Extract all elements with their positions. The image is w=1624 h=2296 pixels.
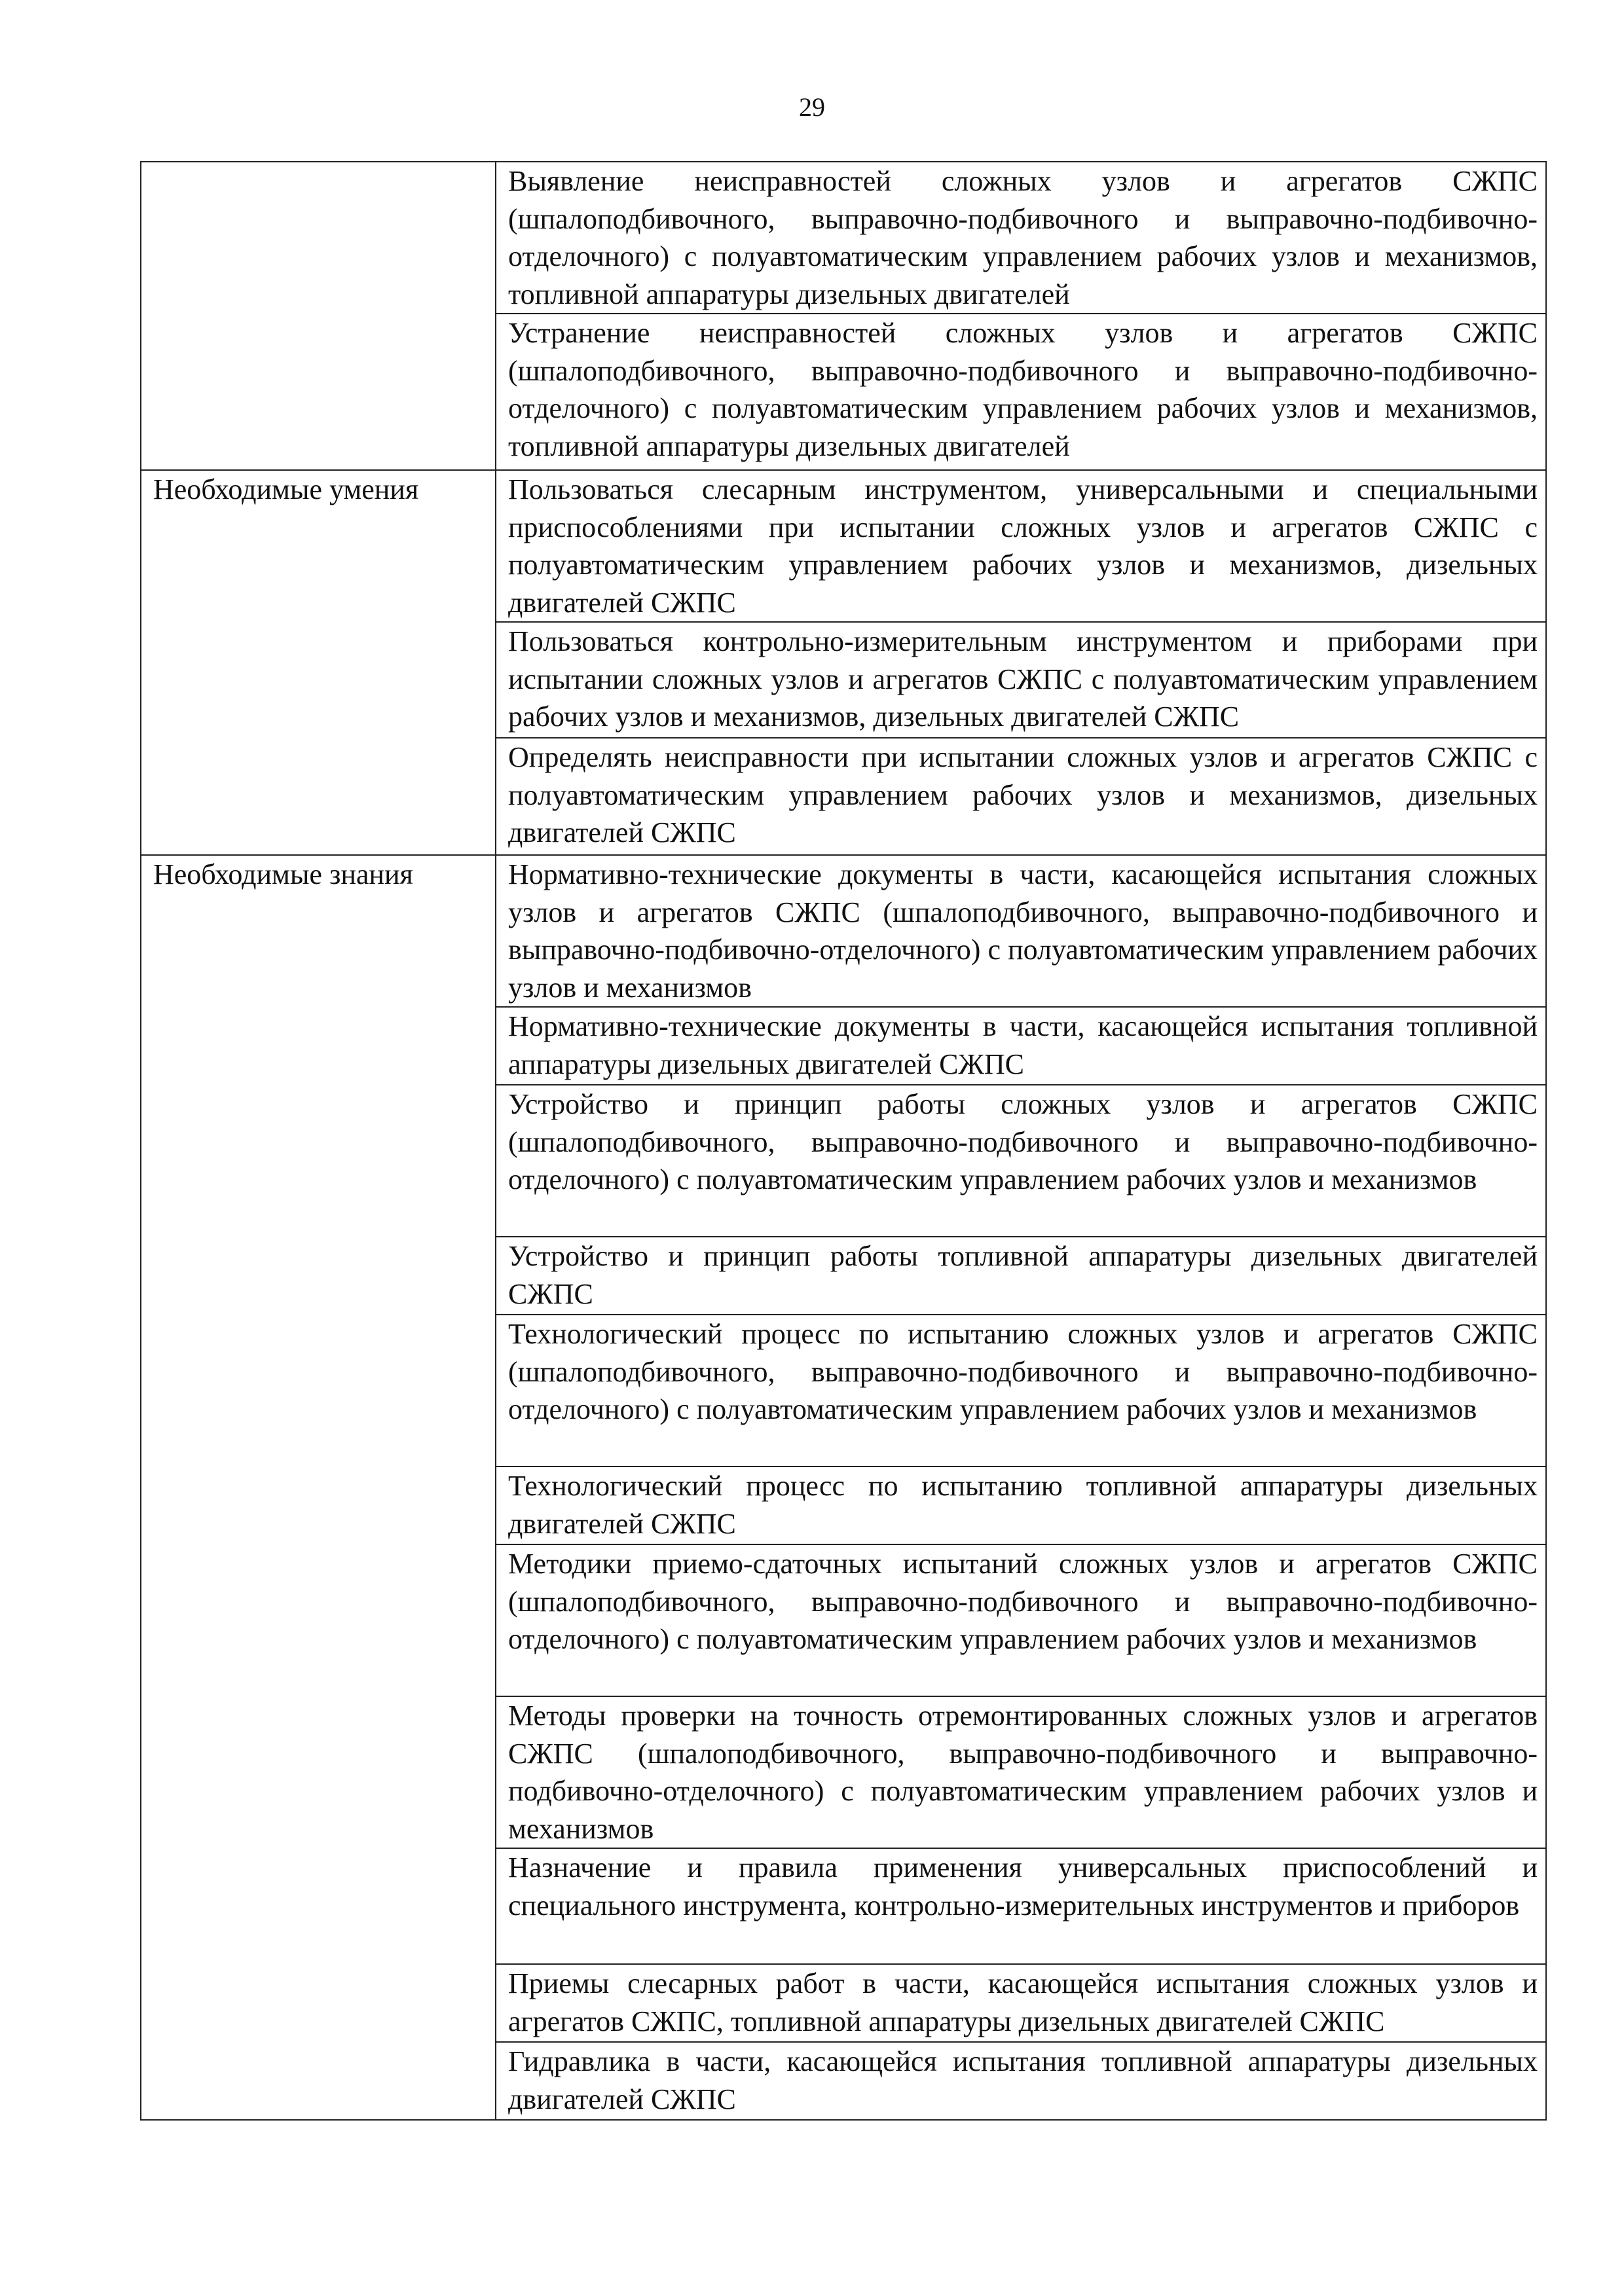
row-label-skills: Необходимые умения	[141, 470, 496, 855]
competency-table	[140, 161, 1547, 2121]
content-cell: Назначение и правила применения универсальных приспособлений и специального инструмента, контрольно-измерительных инструментов и приборов	[496, 1848, 1546, 1964]
content-cell: Устройство и принцип работы топливной аппаратуры дизельных двигателей СЖПС	[496, 1237, 1546, 1315]
content-cell: Пользоваться контрольно-измерительным инструментом и приборами при испытании сложных узлов и агрегатов СЖПС с полуавтоматическим управлением рабочих узлов и механизмов, дизельных двигателей СЖПС	[496, 622, 1546, 738]
content-cell: Нормативно-технические документы в части, касающейся испытания топливной аппаратуры дизельных двигателей СЖПС	[496, 1007, 1546, 1085]
content-cell: Приемы слесарных работ в части, касающейся испытания сложных узлов и агрегатов СЖПС, топливной аппаратуры дизельных двигателей СЖПС	[496, 1964, 1546, 2042]
table-row	[141, 470, 1546, 622]
content-cell: Технологический процесс по испытанию топливной аппаратуры дизельных двигателей СЖПС	[496, 1467, 1546, 1544]
content-cell: Технологический процесс по испытанию сложных узлов и агрегатов СЖПС (шпалоподбивочного, выправочно-подбивочного и выправочно-подбивочно-отделочного) с полуавтоматическим управлением рабочих узлов и механизмов	[496, 1315, 1546, 1467]
content-cell: Устройство и принцип работы сложных узлов и агрегатов СЖПС (шпалоподбивочного, выправочно-подбивочного и выправочно-подбивочно-отделочного) с полуавтоматическим управлением рабочих узлов и механизмов	[496, 1085, 1546, 1237]
content-cell: Методы проверки на точность отремонтированных сложных узлов и агрегатов СЖПС (шпалоподбивочного, выправочно-подбивочного и выправочно-подбивочно-отделочного) с полуавтоматическим управлением рабочих узлов и механизмов	[496, 1696, 1546, 1848]
content-cell: Определять неисправности при испытании сложных узлов и агрегатов СЖПС с полуавтоматическим управлением рабочих узлов и механизмов, дизельных двигателей СЖПС	[496, 738, 1546, 855]
content-cell: Пользоваться слесарным инструментом, универсальными и специальными приспособлениями при испытании сложных узлов и агрегатов СЖПС с полуавтоматическим управлением рабочих узлов и механизмов, дизельных двигателей СЖПС	[496, 470, 1546, 622]
content-cell: Выявление неисправностей сложных узлов и агрегатов СЖПС (шпалоподбивочного, выправочно-подбивочного и выправочно-подбивочно-отделочного) с полуавтоматическим управлением рабочих узлов и механизмов, топливной аппаратуры дизельных двигателей	[496, 162, 1546, 314]
row-label-knowledge: Необходимые знания	[141, 855, 496, 2120]
content-cell: Гидравлика в части, касающейся испытания топливной аппаратуры дизельных двигателей СЖПС	[496, 2042, 1546, 2120]
table-row	[141, 855, 1546, 1007]
row-label-cell	[141, 162, 496, 470]
content-cell: Методики приемо-сдаточных испытаний сложных узлов и агрегатов СЖПС (шпалоподбивочного, выправочно-подбивочного и выправочно-подбивочно-отделочного) с полуавтоматическим управлением рабочих узлов и механизмов	[496, 1544, 1546, 1696]
content-cell: Устранение неисправностей сложных узлов и агрегатов СЖПС (шпалоподбивочного, выправочно-подбивочного и выправочно-подбивочно-отделочного) с полуавтоматическим управлением рабочих узлов и механизмов, топливной аппаратуры дизельных двигателей	[496, 314, 1546, 470]
table-row	[141, 162, 1546, 314]
content-cell: Нормативно-технические документы в части, касающейся испытания сложных узлов и агрегатов СЖПС (шпалоподбивочного, выправочно-подбивочного и выправочно-подбивочно-отделочного) с полуавтоматическим управлением рабочих узлов и механизмов	[496, 855, 1546, 1007]
page-number: 29	[799, 92, 825, 122]
